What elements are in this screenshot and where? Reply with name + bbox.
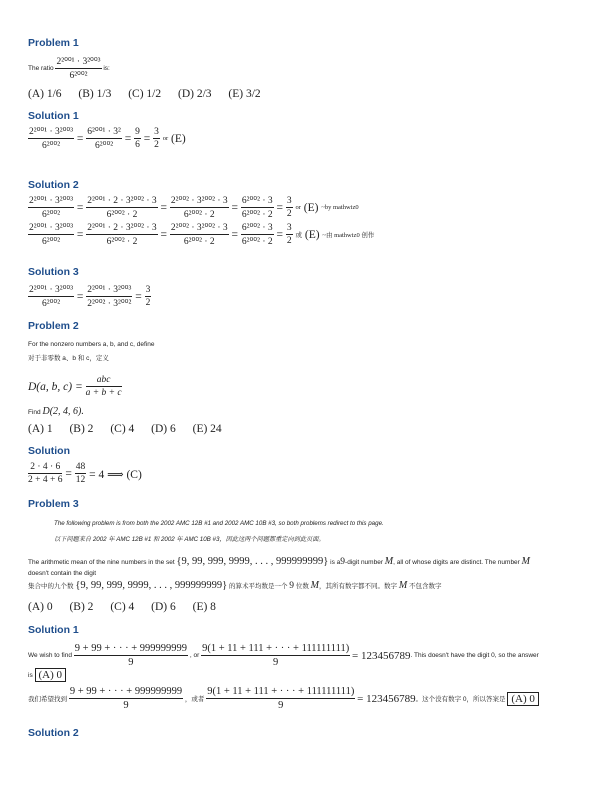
s2-l1-frac-b [86,195,157,220]
p3-en-4: , all of whose digits are distinct. The number [393,559,520,566]
sp3-zh-f2-den: 9 [278,700,284,711]
problem-3-choices [28,601,230,613]
problem-2-definition [28,375,122,398]
p3-zh-1: 集合中的九个数 [28,583,74,590]
problem-3-note-zh: 以下问题来自 2002 年 AMC 12B #1 和 2002 年 AMC 10B #3，因此这两个问题都重定向到此页面。 [54,536,325,543]
s2-l2-frac-d [241,222,274,247]
sp3-zh-prefix: 我们希望找到 [28,696,67,703]
s2-l2-credit: ~由 mathwiz0 创作 [322,232,375,239]
s2-l1-credit: ~by mathwiz0 [321,204,359,211]
sp3-frac-2 [201,643,350,668]
solution-2-p3-heading: Solution 2 [28,727,79,739]
s1-f1-num: 2²⁰⁰¹ · 3²⁰⁰³ [29,127,74,137]
s1-f4-den: 2 [154,140,159,150]
s1-fraction-2 [86,126,122,151]
p3-choice-b: (B) 2 [69,601,94,613]
sp3-zh-f1-den: 9 [123,700,129,711]
sp3-wish-prefix: We wish to find [28,652,72,659]
sp3-zh-or: ，或者 [184,696,205,703]
sp3-f2-den: 9 [273,657,279,668]
s2-l2-b-den: 6²⁰⁰² · 2 [106,237,138,247]
s2-l1-answer: (E) [303,201,319,214]
s2-l1-c-num: 2²⁰⁰² · 3²⁰⁰² · 3 [170,196,228,206]
sp3-zh-result: = 123456789 [357,692,416,705]
problem-3-text-en [28,556,530,567]
p3-m-en-1: M [384,556,394,567]
s2-l1-or: or [295,204,301,211]
s2-l1-a-num: 2²⁰⁰¹ · 3²⁰⁰³ [29,196,74,206]
sp2-b-num: 48 [75,462,86,472]
solution-3-heading: Solution 3 [28,266,79,278]
s2-l2-b-num: 2²⁰⁰¹ · 2 · 3²⁰⁰² · 3 [87,223,157,233]
problem-3-text-zh [28,580,441,591]
solution-3-equation: $\frac{\text{2²⁰⁰¹ · 3²⁰⁰³}}{\text{6²⁰⁰²}}$ = $\frac{\text{2²⁰⁰¹ · 3²⁰⁰³}}{\text{2²⁰⁰² · 3²⁰⁰²}}$ = $\frac{3}{2}$ [29,285,151,309]
solution-p2-heading: Solution [28,445,70,457]
s2-l1-frac-a [28,195,74,220]
sp3-frac-1 [74,643,188,668]
sp3-tail-en: . This doesn't have the digit 0, so the answer [410,652,539,659]
p3-choice-c: (C) 4 [110,601,135,613]
s1-or: or [162,135,169,142]
sp2-frac-a [28,462,62,485]
sp3-answer-box: (A) 0 [35,668,67,682]
s3-a-den: 6²⁰⁰² [41,299,61,309]
s3-a-num: 2²⁰⁰¹ · 3²⁰⁰³ [29,285,74,295]
sp2-b-den: 12 [75,475,86,485]
s1-fraction-4 [153,127,160,150]
solution-2-line-2: $\frac{\text{2²⁰⁰¹ · 3²⁰⁰³}}{\text{6²⁰⁰²}}$ = $\frac{\text{2²⁰⁰¹ · 2 · 3²⁰⁰² · 3}}{\text{6²⁰⁰² · 2}}$ = $\frac{\text{2²⁰⁰² · 3²⁰⁰² · 3}}{\text{6²⁰⁰² · 2}}$ = $\frac{\text{6²⁰⁰² · 3}}{\text{6²⁰⁰² · 2}}$ = $\frac{3}{2}$ 或 (E) ~由 mathwiz0 创作 [29,223,375,247]
problem-3-text-en-cont: doesn't contain the digit [28,570,97,577]
sp3-zh-frac-2 [206,686,355,711]
solution-p2-equation: $\frac{2 \cdot 4 \cdot 6}{2 + 4 + 6}$ = $\frac{48}{12}$ = 4 ⟹ (C) [28,462,142,485]
sp3-or: , or [189,652,200,659]
p3-m-en-2: M [521,556,530,567]
s3-c-den: 2 [145,298,151,308]
problem-1-statement [28,56,110,81]
problem-2-line-en: For the nonzero numbers a, b, and c, define [28,341,155,348]
problem-2-line-zh: 对于非零数 a、b 和 c，定义 [28,355,109,362]
problem-3-heading: Problem 3 [28,498,79,510]
s2-l2-a-den: 6²⁰⁰² [41,237,61,247]
sp3-zh-f2-num: 9(1 + 11 + 111 + · · · + 111111111) [207,686,355,697]
solution-2-heading: Solution 2 [28,179,79,191]
ratio-denominator: 6²⁰⁰² [69,71,88,81]
s2-l2-frac-e [286,223,293,246]
s2-l2-c-den: 6²⁰⁰² · 2 [183,237,215,247]
sp2-tail: = 4 ⟹ (C) [89,468,142,481]
p3-zh-4: ，其所有数字都不同。数字 [319,583,397,590]
s2-l1-c-den: 6²⁰⁰² · 2 [183,210,215,220]
p3-choice-d: (D) 6 [151,601,176,613]
p2-choice-e: (E) 24 [192,423,222,435]
s2-l2-answer: (E) [304,228,320,241]
p3-choice-a: (A) 0 [28,601,53,613]
p3-choice-e: (E) 8 [192,601,216,613]
s1-f3-den: 6 [135,140,140,150]
s2-l2-a-num: 2²⁰⁰¹ · 3²⁰⁰³ [29,223,74,233]
sp2-a-den: 2 + 4 + 6 [28,475,63,485]
s2-l2-d-den: 6²⁰⁰² · 2 [241,237,273,247]
problem-1-intro-suffix: is: [103,65,110,72]
sp3-zh-answer-box: (A) 0 [507,692,539,706]
sp3-f1-den: 9 [128,657,134,668]
sp3-zh-tail: 。这个没有数字 0，所以答案是 [415,696,506,703]
s2-l1-frac-d [241,195,274,220]
s3-b-den: 2²⁰⁰² · 3²⁰⁰² [87,299,132,309]
s2-l1-d-num: 6²⁰⁰² · 3 [241,196,273,206]
solution-p3-answer-line [28,668,66,682]
s1-fraction-3 [134,127,141,150]
s1-f4-num: 3 [154,127,159,137]
ratio-fraction [55,56,101,81]
def-num: abc [86,375,122,387]
def-den: a + b + c [85,388,122,398]
s2-l1-a-den: 6²⁰⁰² [41,210,61,220]
s1-f2-den: 6²⁰⁰² [95,141,114,151]
p3-nine-en: 9 [340,557,346,567]
choice-d: (D) 2/3 [177,88,212,100]
s1-f2-num: 6²⁰⁰¹ · 3² [87,127,121,137]
sp3-zh-f1-num: 9 + 99 + · · · + 999999999 [69,686,183,697]
s2-l1-frac-c [170,195,229,220]
s2-l2-frac-b [86,222,157,247]
sp3-is: is [28,671,33,679]
p2-choice-b: (B) 2 [69,423,94,435]
choice-b: (B) 1/3 [78,88,112,100]
problem-1-choices [28,88,275,100]
p3-en-3: -digit number [345,559,383,566]
s3-frac-b [86,284,132,309]
s2-l2-frac-c [170,222,229,247]
p2-choice-a: (A) 1 [28,423,53,435]
s2-l1-b-num: 2²⁰⁰¹ · 2 · 3²⁰⁰² · 3 [87,196,157,206]
p3-zh-5: 不包含数字 [408,583,442,590]
def-lhs: D(a, b, c) = [28,380,83,393]
problem-2-find [28,406,84,417]
s3-c-num: 3 [145,285,151,295]
ratio-numerator: 2²⁰⁰¹ · 3²⁰⁰³ [56,57,101,67]
problem-1-heading: Problem 1 [28,37,79,49]
s2-l1-d-den: 6²⁰⁰² · 2 [241,210,273,220]
s3-frac-c [145,285,152,308]
s2-l2-c-num: 2²⁰⁰² · 3²⁰⁰² · 3 [170,223,228,233]
solution-2-line-1: $\frac{\text{2²⁰⁰¹ · 3²⁰⁰³}}{\text{6²⁰⁰²}}$ = $\frac{\text{2²⁰⁰¹ · 2 · 3²⁰⁰² · 3}}{\text{6²⁰⁰² · 2}}$ = $\frac{\text{2²⁰⁰² · 3²⁰⁰² · 3}}{\text{6²⁰⁰² · 2}}$ = $\frac{\text{6²⁰⁰² · 3}}{\text{6²⁰⁰² · 2}}$ = $\frac{3}{2}$ or (E) ~by mathwiz0 [29,196,359,220]
sp3-zh-frac-1 [69,686,183,711]
problem-2-choices [28,423,236,435]
solution-p3-line-zh [28,686,539,711]
solution-1-heading: Solution 1 [28,110,79,122]
sp3-f1-num: 9 + 99 + · · · + 999999999 [74,643,188,654]
s2-l2-e-num: 3 [286,223,292,233]
p3-zh-2: 的算术平均数是一个 [228,583,288,590]
problem-1-intro-prefix: The ratio [28,65,54,72]
p3-en-2: is a [330,559,341,566]
p2-choice-c: (C) 4 [110,423,135,435]
find-expression: D(2, 4, 6). [42,406,84,417]
s2-l1-e-den: 2 [286,209,292,219]
s3-frac-a [28,284,74,309]
s2-l2-e-den: 2 [286,236,292,246]
s2-l2-or: 或 [295,232,302,239]
p3-zh-3: 位数 [295,583,309,590]
p3-set-zh: {9, 99, 999, 9999, . . . , 999999999} [75,580,228,591]
problem-3-note-en: The following problem is from both the 2002 AMC 12B #1 and 2002 AMC 10B #3, so both problems redirect to this page. [54,520,384,527]
solution-p3-line-en [28,643,539,668]
p2-choice-d: (D) 6 [151,423,176,435]
p3-nine-zh: 9 [289,581,295,591]
s2-l1-frac-e [286,196,293,219]
s1-f3-num: 9 [135,127,140,137]
sp3-f2-num: 9(1 + 11 + 111 + · · · + 111111111) [202,643,350,654]
choice-e: (E) 3/2 [228,88,261,100]
s1-f1-den: 6²⁰⁰² [41,141,61,151]
problem-2-heading: Problem 2 [28,320,79,332]
s2-l1-e-num: 3 [286,196,292,206]
choice-c: (C) 1/2 [128,88,162,100]
find-prefix: Find [28,409,41,416]
p3-m-zh-2: M [398,580,408,591]
s2-l2-d-num: 6²⁰⁰² · 3 [241,223,273,233]
p3-set-en: {9, 99, 999, 9999, . . . , 999999999} [176,556,329,567]
solution-p3-heading: Solution 1 [28,624,79,636]
s1-fraction-1 [28,126,74,151]
s3-b-num: 2²⁰⁰¹ · 3²⁰⁰³ [87,285,132,295]
p3-m-zh-1: M [310,580,319,591]
s1-answer: (E) [171,132,186,145]
choice-a: (A) 1/6 [28,88,62,100]
s2-l1-b-den: 6²⁰⁰² · 2 [106,210,138,220]
sp2-a-num: 2 · 4 · 6 [28,462,62,474]
solution-1-equation: $\frac{\text{2²⁰⁰¹ · 3²⁰⁰³}}{\text{6²⁰⁰²}}$ = $\frac{\text{6²⁰⁰¹ · 3²}}{\text{6²⁰⁰²}}$ = $\frac{9}{6}$ = $\frac{3}{2}$ or (E) [29,127,186,151]
s2-l2-frac-a [28,222,74,247]
p3-en-1: The arithmetic mean of the nine numbers in the set [28,559,175,566]
sp3-result: = 123456789 [352,649,411,662]
sp2-frac-b [75,462,87,485]
def-fraction [86,375,122,398]
